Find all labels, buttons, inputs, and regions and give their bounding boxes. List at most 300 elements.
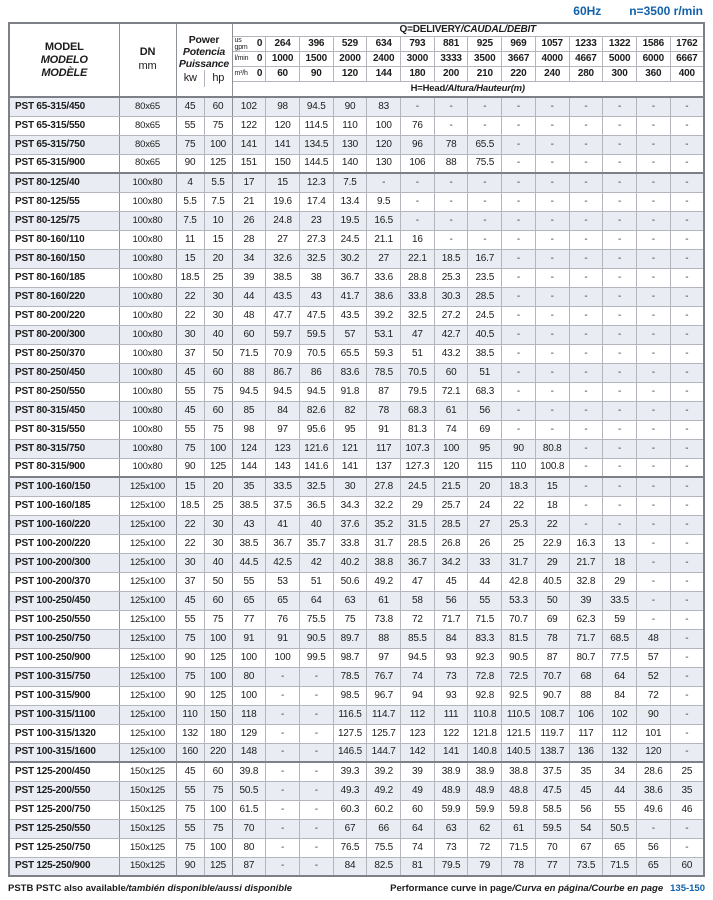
head-value-cell: 70.9 xyxy=(266,344,300,363)
table-row xyxy=(9,496,704,515)
table-row xyxy=(9,857,704,876)
head-value-cell: 62.3 xyxy=(569,610,603,629)
head-value-cell: 119.7 xyxy=(535,724,569,743)
power-hp-cell: 30 xyxy=(204,287,232,306)
head-value-cell: 37.5 xyxy=(535,762,569,781)
frequency-label: 60Hz xyxy=(573,4,602,18)
head-value-cell: - xyxy=(434,192,468,211)
head-value-cell: 100 xyxy=(367,116,401,135)
head-value-cell: 25 xyxy=(670,762,704,781)
head-value-cell: 121.6 xyxy=(299,439,333,458)
head-value-cell: 76 xyxy=(266,610,300,629)
head-value-cell: 22.9 xyxy=(535,534,569,553)
head-value-cell: - xyxy=(535,268,569,287)
table-row xyxy=(9,515,704,534)
head-value-cell: 72.8 xyxy=(468,667,502,686)
head-value-cell: 21.7 xyxy=(569,553,603,572)
head-value-cell: 98.5 xyxy=(333,686,367,705)
power-kw-cell: 37 xyxy=(176,344,204,363)
power-kw-cell: 132 xyxy=(176,724,204,743)
head-value-cell: 35.7 xyxy=(299,534,333,553)
head-value-cell: 112 xyxy=(603,724,637,743)
head-value-cell: - xyxy=(636,116,670,135)
flow-value: 634 xyxy=(367,36,401,51)
model-cell: PST 100-160/185 xyxy=(9,496,119,515)
head-value-cell: 142 xyxy=(401,743,435,762)
head-value-cell: 141.6 xyxy=(299,458,333,477)
head-value-cell: - xyxy=(670,192,704,211)
dn-cell: 150x125 xyxy=(119,762,176,781)
head-value-cell: 98 xyxy=(266,97,300,116)
head-value-cell: - xyxy=(266,762,300,781)
head-value-cell: 60 xyxy=(434,363,468,382)
power-label-en: Power xyxy=(188,33,220,46)
head-value-cell: - xyxy=(502,192,536,211)
flow-value: 3333 xyxy=(434,51,468,66)
flow-value: 210 xyxy=(468,66,502,81)
head-value-cell: 79 xyxy=(468,857,502,876)
head-value-cell: 48.8 xyxy=(502,781,536,800)
head-value-cell: 59.9 xyxy=(468,800,502,819)
power-kw-cell: 75 xyxy=(176,135,204,154)
head-value-cell: 70.7 xyxy=(535,667,569,686)
head-value-cell: 67 xyxy=(333,819,367,838)
dn-cell: 125x100 xyxy=(119,534,176,553)
head-value-cell: 89.7 xyxy=(333,629,367,648)
head-value-cell: 102 xyxy=(232,97,266,116)
head-value-cell: 100 xyxy=(232,686,266,705)
availability-note xyxy=(8,883,292,894)
head-value-cell: 114.5 xyxy=(299,116,333,135)
head-value-cell: 75.5 xyxy=(468,154,502,173)
head-value-cell: 59.7 xyxy=(266,325,300,344)
flow-value: 529 xyxy=(333,36,367,51)
head-value-cell: 18 xyxy=(535,496,569,515)
head-value-cell: 54 xyxy=(569,819,603,838)
head-value-cell: 38.9 xyxy=(468,762,502,781)
head-value-cell: 65 xyxy=(636,857,670,876)
power-hp-cell: 75 xyxy=(204,819,232,838)
model-cell: PST 80-315/550 xyxy=(9,420,119,439)
head-value-cell: - xyxy=(636,515,670,534)
head-value-cell: 114.7 xyxy=(367,705,401,724)
dn-cell: 100x80 xyxy=(119,458,176,477)
head-value-cell: 50.5 xyxy=(232,781,266,800)
head-title-en: H=Head xyxy=(410,83,446,95)
power-kw-cell: 7.5 xyxy=(176,211,204,230)
head-value-cell: - xyxy=(636,306,670,325)
head-value-cell: 96.7 xyxy=(367,686,401,705)
head-value-cell: - xyxy=(670,534,704,553)
head-value-cell: - xyxy=(299,781,333,800)
flow-value: 925 xyxy=(468,36,502,51)
head-value-cell: 39.8 xyxy=(232,762,266,781)
table-row xyxy=(9,648,704,667)
head-value-cell: - xyxy=(502,344,536,363)
head-value-cell: 28.5 xyxy=(401,534,435,553)
power-kw-cell: 45 xyxy=(176,363,204,382)
head-value-cell: 123 xyxy=(266,439,300,458)
head-value-cell: 75.5 xyxy=(299,610,333,629)
power-hp-cell: 125 xyxy=(204,648,232,667)
head-title-alt: /Altura/Hauteur(m) xyxy=(445,83,525,95)
head-value-cell: - xyxy=(266,724,300,743)
head-value-cell: 27.3 xyxy=(299,230,333,249)
head-value-cell: - xyxy=(636,496,670,515)
dn-cell: 100x80 xyxy=(119,382,176,401)
head-value-cell: - xyxy=(535,325,569,344)
table-row xyxy=(9,230,704,249)
model-cell: PST 100-315/750 xyxy=(9,667,119,686)
head-value-cell: 94.5 xyxy=(299,382,333,401)
flow-value: 280 xyxy=(569,66,603,81)
head-value-cell: 79.5 xyxy=(434,857,468,876)
power-hp-cell: 25 xyxy=(204,496,232,515)
head-value-cell: 32.8 xyxy=(569,572,603,591)
head-value-cell: 29 xyxy=(401,496,435,515)
head-value-cell: 68.5 xyxy=(603,629,637,648)
table-row xyxy=(9,135,704,154)
head-value-cell: - xyxy=(569,344,603,363)
head-value-cell: - xyxy=(502,173,536,192)
table-row xyxy=(9,268,704,287)
power-hp-cell: 30 xyxy=(204,306,232,325)
table-row xyxy=(9,211,704,230)
head-value-cell: 150 xyxy=(266,154,300,173)
power-kw-cell: 18.5 xyxy=(176,268,204,287)
head-value-cell: 144.7 xyxy=(367,743,401,762)
head-value-cell: - xyxy=(603,135,637,154)
dn-cell: 125x100 xyxy=(119,553,176,572)
power-hp-cell: 60 xyxy=(204,97,232,116)
head-value-cell: - xyxy=(670,173,704,192)
head-value-cell: 83 xyxy=(367,97,401,116)
head-value-cell: 32.5 xyxy=(299,249,333,268)
head-value-cell: 138.7 xyxy=(535,743,569,762)
head-value-cell: 73.5 xyxy=(569,857,603,876)
head-value-cell: - xyxy=(603,116,637,135)
head-value-cell: 44.5 xyxy=(232,553,266,572)
head-value-cell: 121.8 xyxy=(468,724,502,743)
head-value-cell: 36.5 xyxy=(299,496,333,515)
speed-label: n=3500 r/min xyxy=(629,4,703,18)
head-value-cell: - xyxy=(502,135,536,154)
head-value-cell: 53.3 xyxy=(502,591,536,610)
head-value-cell: - xyxy=(266,781,300,800)
head-value-cell: 91.8 xyxy=(333,382,367,401)
head-value-cell: 72 xyxy=(401,610,435,629)
head-value-cell: 28.8 xyxy=(401,268,435,287)
dn-cell: 125x100 xyxy=(119,591,176,610)
head-value-cell: - xyxy=(636,363,670,382)
head-value-cell: 56 xyxy=(468,401,502,420)
head-value-cell: - xyxy=(569,249,603,268)
head-value-cell: 76.5 xyxy=(333,838,367,857)
head-value-cell: - xyxy=(670,572,704,591)
power-kw-cell: 18.5 xyxy=(176,496,204,515)
head-value-cell: 64 xyxy=(299,591,333,610)
head-value-cell: 140 xyxy=(333,154,367,173)
head-value-cell: 47.5 xyxy=(535,781,569,800)
head-value-cell: 66 xyxy=(367,819,401,838)
head-value-cell: 75 xyxy=(333,610,367,629)
head-value-cell: 146.5 xyxy=(333,743,367,762)
head-value-cell: 16 xyxy=(401,230,435,249)
head-value-cell: 68 xyxy=(569,667,603,686)
table-row xyxy=(9,344,704,363)
head-value-cell: 82.6 xyxy=(299,401,333,420)
head-value-cell: 80.7 xyxy=(569,648,603,667)
head-value-cell: - xyxy=(636,458,670,477)
head-value-cell: 58 xyxy=(401,591,435,610)
head-value-cell: 50.5 xyxy=(603,819,637,838)
power-hp-cell: 60 xyxy=(204,401,232,420)
head-value-cell: 33.8 xyxy=(333,534,367,553)
head-value-cell: - xyxy=(502,287,536,306)
head-value-cell: 43 xyxy=(299,287,333,306)
head-value-cell: - xyxy=(468,116,502,135)
head-value-cell: 55 xyxy=(603,800,637,819)
flow-value: 793 xyxy=(401,36,435,51)
head-value-cell: 56 xyxy=(569,800,603,819)
dn-cell: 125x100 xyxy=(119,515,176,534)
head-value-cell: - xyxy=(569,515,603,534)
model-cell: PST 80-125/75 xyxy=(9,211,119,230)
head-value-cell: - xyxy=(299,762,333,781)
head-value-cell: 59.8 xyxy=(502,800,536,819)
power-kw-cell: 30 xyxy=(176,325,204,344)
flow-value: 1057 xyxy=(535,36,569,51)
head-value-cell: - xyxy=(670,268,704,287)
head-value-cell: 45 xyxy=(434,572,468,591)
head-value-cell: 13.4 xyxy=(333,192,367,211)
head-value-cell: 120 xyxy=(266,116,300,135)
head-value-cell: 43.2 xyxy=(434,344,468,363)
head-value-cell: - xyxy=(636,534,670,553)
curve-note-translations: /Curva en página/Courbe en page xyxy=(512,883,664,894)
head-value-cell: 88 xyxy=(232,363,266,382)
head-value-cell: - xyxy=(670,230,704,249)
head-value-cell: 140.8 xyxy=(468,743,502,762)
head-value-cell: 32.2 xyxy=(367,496,401,515)
table-row xyxy=(9,838,704,857)
model-cell: PST 80-315/900 xyxy=(9,458,119,477)
head-value-cell: 75.5 xyxy=(367,838,401,857)
head-value-cell: 19.6 xyxy=(266,192,300,211)
head-value-cell: 27 xyxy=(367,249,401,268)
dn-column-header xyxy=(119,23,176,97)
head-value-cell: - xyxy=(670,610,704,629)
head-value-cell: 55 xyxy=(232,572,266,591)
table-row xyxy=(9,724,704,743)
head-value-cell: 83.6 xyxy=(333,363,367,382)
power-kw-cell: 75 xyxy=(176,667,204,686)
hp-unit-label: hp xyxy=(204,70,232,87)
head-value-cell: 90.7 xyxy=(535,686,569,705)
head-value-cell: - xyxy=(535,154,569,173)
head-value-cell: 96 xyxy=(401,135,435,154)
head-value-cell: 59.5 xyxy=(535,819,569,838)
head-value-cell: 93 xyxy=(434,686,468,705)
head-value-cell: 38.8 xyxy=(367,553,401,572)
head-value-cell: - xyxy=(535,116,569,135)
head-value-cell: - xyxy=(299,857,333,876)
head-value-cell: - xyxy=(636,249,670,268)
head-value-cell: 84 xyxy=(333,857,367,876)
power-kw-cell: 75 xyxy=(176,800,204,819)
power-hp-cell: 100 xyxy=(204,838,232,857)
head-value-cell: - xyxy=(670,629,704,648)
head-value-cell: 49 xyxy=(401,781,435,800)
head-value-cell: 30 xyxy=(333,477,367,496)
head-value-cell: 20 xyxy=(468,477,502,496)
power-hp-cell: 100 xyxy=(204,439,232,458)
head-value-cell: 24.5 xyxy=(401,477,435,496)
head-value-cell: - xyxy=(603,154,637,173)
table-row xyxy=(9,629,704,648)
head-value-cell: - xyxy=(434,211,468,230)
power-hp-cell: 100 xyxy=(204,800,232,819)
power-kw-cell: 45 xyxy=(176,762,204,781)
head-value-cell: 141 xyxy=(232,135,266,154)
head-value-cell: - xyxy=(636,268,670,287)
table-row xyxy=(9,819,704,838)
table-row xyxy=(9,97,704,116)
power-kw-cell: 90 xyxy=(176,648,204,667)
table-row xyxy=(9,306,704,325)
gpm-zero-value: 0 xyxy=(256,38,263,49)
head-value-cell: 48 xyxy=(636,629,670,648)
head-value-cell: 125.7 xyxy=(367,724,401,743)
power-hp-cell: 75 xyxy=(204,382,232,401)
head-value-cell: 130 xyxy=(333,135,367,154)
head-value-cell: 129 xyxy=(232,724,266,743)
flow-value: 1322 xyxy=(603,36,637,51)
head-value-cell: 68.3 xyxy=(401,401,435,420)
power-hp-cell: 100 xyxy=(204,667,232,686)
head-value-cell: 151 xyxy=(232,154,266,173)
dn-cell: 100x80 xyxy=(119,211,176,230)
head-value-cell: - xyxy=(401,192,435,211)
head-value-cell: - xyxy=(670,743,704,762)
head-value-cell: - xyxy=(434,230,468,249)
head-value-cell: - xyxy=(636,344,670,363)
dn-cell: 125x100 xyxy=(119,648,176,667)
head-value-cell: 39 xyxy=(401,762,435,781)
head-value-cell: - xyxy=(603,515,637,534)
head-value-cell: - xyxy=(670,135,704,154)
head-value-cell: - xyxy=(636,154,670,173)
head-value-cell: - xyxy=(468,173,502,192)
head-value-cell: - xyxy=(569,401,603,420)
head-value-cell: 144.5 xyxy=(299,154,333,173)
head-value-cell: - xyxy=(603,382,637,401)
head-value-cell: 16.3 xyxy=(569,534,603,553)
head-value-cell: - xyxy=(670,515,704,534)
power-kw-cell: 55 xyxy=(176,781,204,800)
head-value-cell: - xyxy=(603,249,637,268)
head-value-cell: - xyxy=(569,135,603,154)
dn-cell: 100x80 xyxy=(119,344,176,363)
head-value-cell: 15 xyxy=(266,173,300,192)
head-value-cell: 148 xyxy=(232,743,266,762)
head-value-cell: 91 xyxy=(232,629,266,648)
head-value-cell: - xyxy=(434,116,468,135)
model-label-en: MODEL xyxy=(44,40,84,53)
delivery-title-en: Q=DELIVERY xyxy=(399,24,461,36)
head-value-cell: 64 xyxy=(603,667,637,686)
head-value-cell: - xyxy=(603,211,637,230)
dn-cell: 125x100 xyxy=(119,686,176,705)
head-value-cell: 43 xyxy=(232,515,266,534)
flow-value: 3667 xyxy=(502,51,536,66)
head-value-cell: - xyxy=(535,344,569,363)
head-value-cell: 102 xyxy=(603,705,637,724)
power-kw-cell: 15 xyxy=(176,477,204,496)
head-value-cell: - xyxy=(535,401,569,420)
head-value-cell: 61 xyxy=(367,591,401,610)
model-cell: PST 100-315/1320 xyxy=(9,724,119,743)
head-value-cell: 31.7 xyxy=(502,553,536,572)
head-value-cell: 87 xyxy=(535,648,569,667)
head-value-cell: - xyxy=(636,610,670,629)
power-hp-cell: 220 xyxy=(204,743,232,762)
table-row xyxy=(9,743,704,762)
flow-value: 3000 xyxy=(401,51,435,66)
power-label-es: Potencia xyxy=(182,45,226,58)
head-value-cell: 123 xyxy=(401,724,435,743)
dn-cell: 100x80 xyxy=(119,401,176,420)
head-value-cell: - xyxy=(569,230,603,249)
head-value-cell: - xyxy=(670,819,704,838)
power-hp-cell: 10 xyxy=(204,211,232,230)
head-value-cell: - xyxy=(468,211,502,230)
model-cell: PST 100-250/450 xyxy=(9,591,119,610)
head-value-cell: - xyxy=(569,382,603,401)
head-value-cell: 110 xyxy=(333,116,367,135)
head-value-cell: 83.3 xyxy=(468,629,502,648)
head-value-cell: - xyxy=(299,667,333,686)
head-value-cell: - xyxy=(266,800,300,819)
head-value-cell: - xyxy=(603,173,637,192)
head-value-cell: 48.9 xyxy=(468,781,502,800)
head-value-cell: - xyxy=(502,211,536,230)
model-cell: PST 80-160/220 xyxy=(9,287,119,306)
head-value-cell: - xyxy=(535,135,569,154)
head-value-cell: 72.5 xyxy=(502,667,536,686)
model-cell: PST 65-315/750 xyxy=(9,135,119,154)
power-kw-cell: 45 xyxy=(176,97,204,116)
head-value-cell: 110.8 xyxy=(468,705,502,724)
head-value-cell: 22 xyxy=(535,515,569,534)
head-value-cell: - xyxy=(670,838,704,857)
head-value-cell: 39.2 xyxy=(367,306,401,325)
head-value-cell: 39.3 xyxy=(333,762,367,781)
head-value-cell: - xyxy=(636,192,670,211)
head-value-cell: 78 xyxy=(535,629,569,648)
flow-value: 90 xyxy=(299,66,333,81)
head-value-cell: 43.5 xyxy=(333,306,367,325)
power-column-header xyxy=(176,23,232,97)
power-kw-cell: 55 xyxy=(176,116,204,135)
head-value-cell: 112 xyxy=(401,705,435,724)
table-row xyxy=(9,401,704,420)
head-value-cell: 65 xyxy=(232,591,266,610)
table-row xyxy=(9,439,704,458)
operating-conditions xyxy=(8,3,705,22)
head-value-cell: 144 xyxy=(232,458,266,477)
head-value-cell: 61 xyxy=(434,401,468,420)
